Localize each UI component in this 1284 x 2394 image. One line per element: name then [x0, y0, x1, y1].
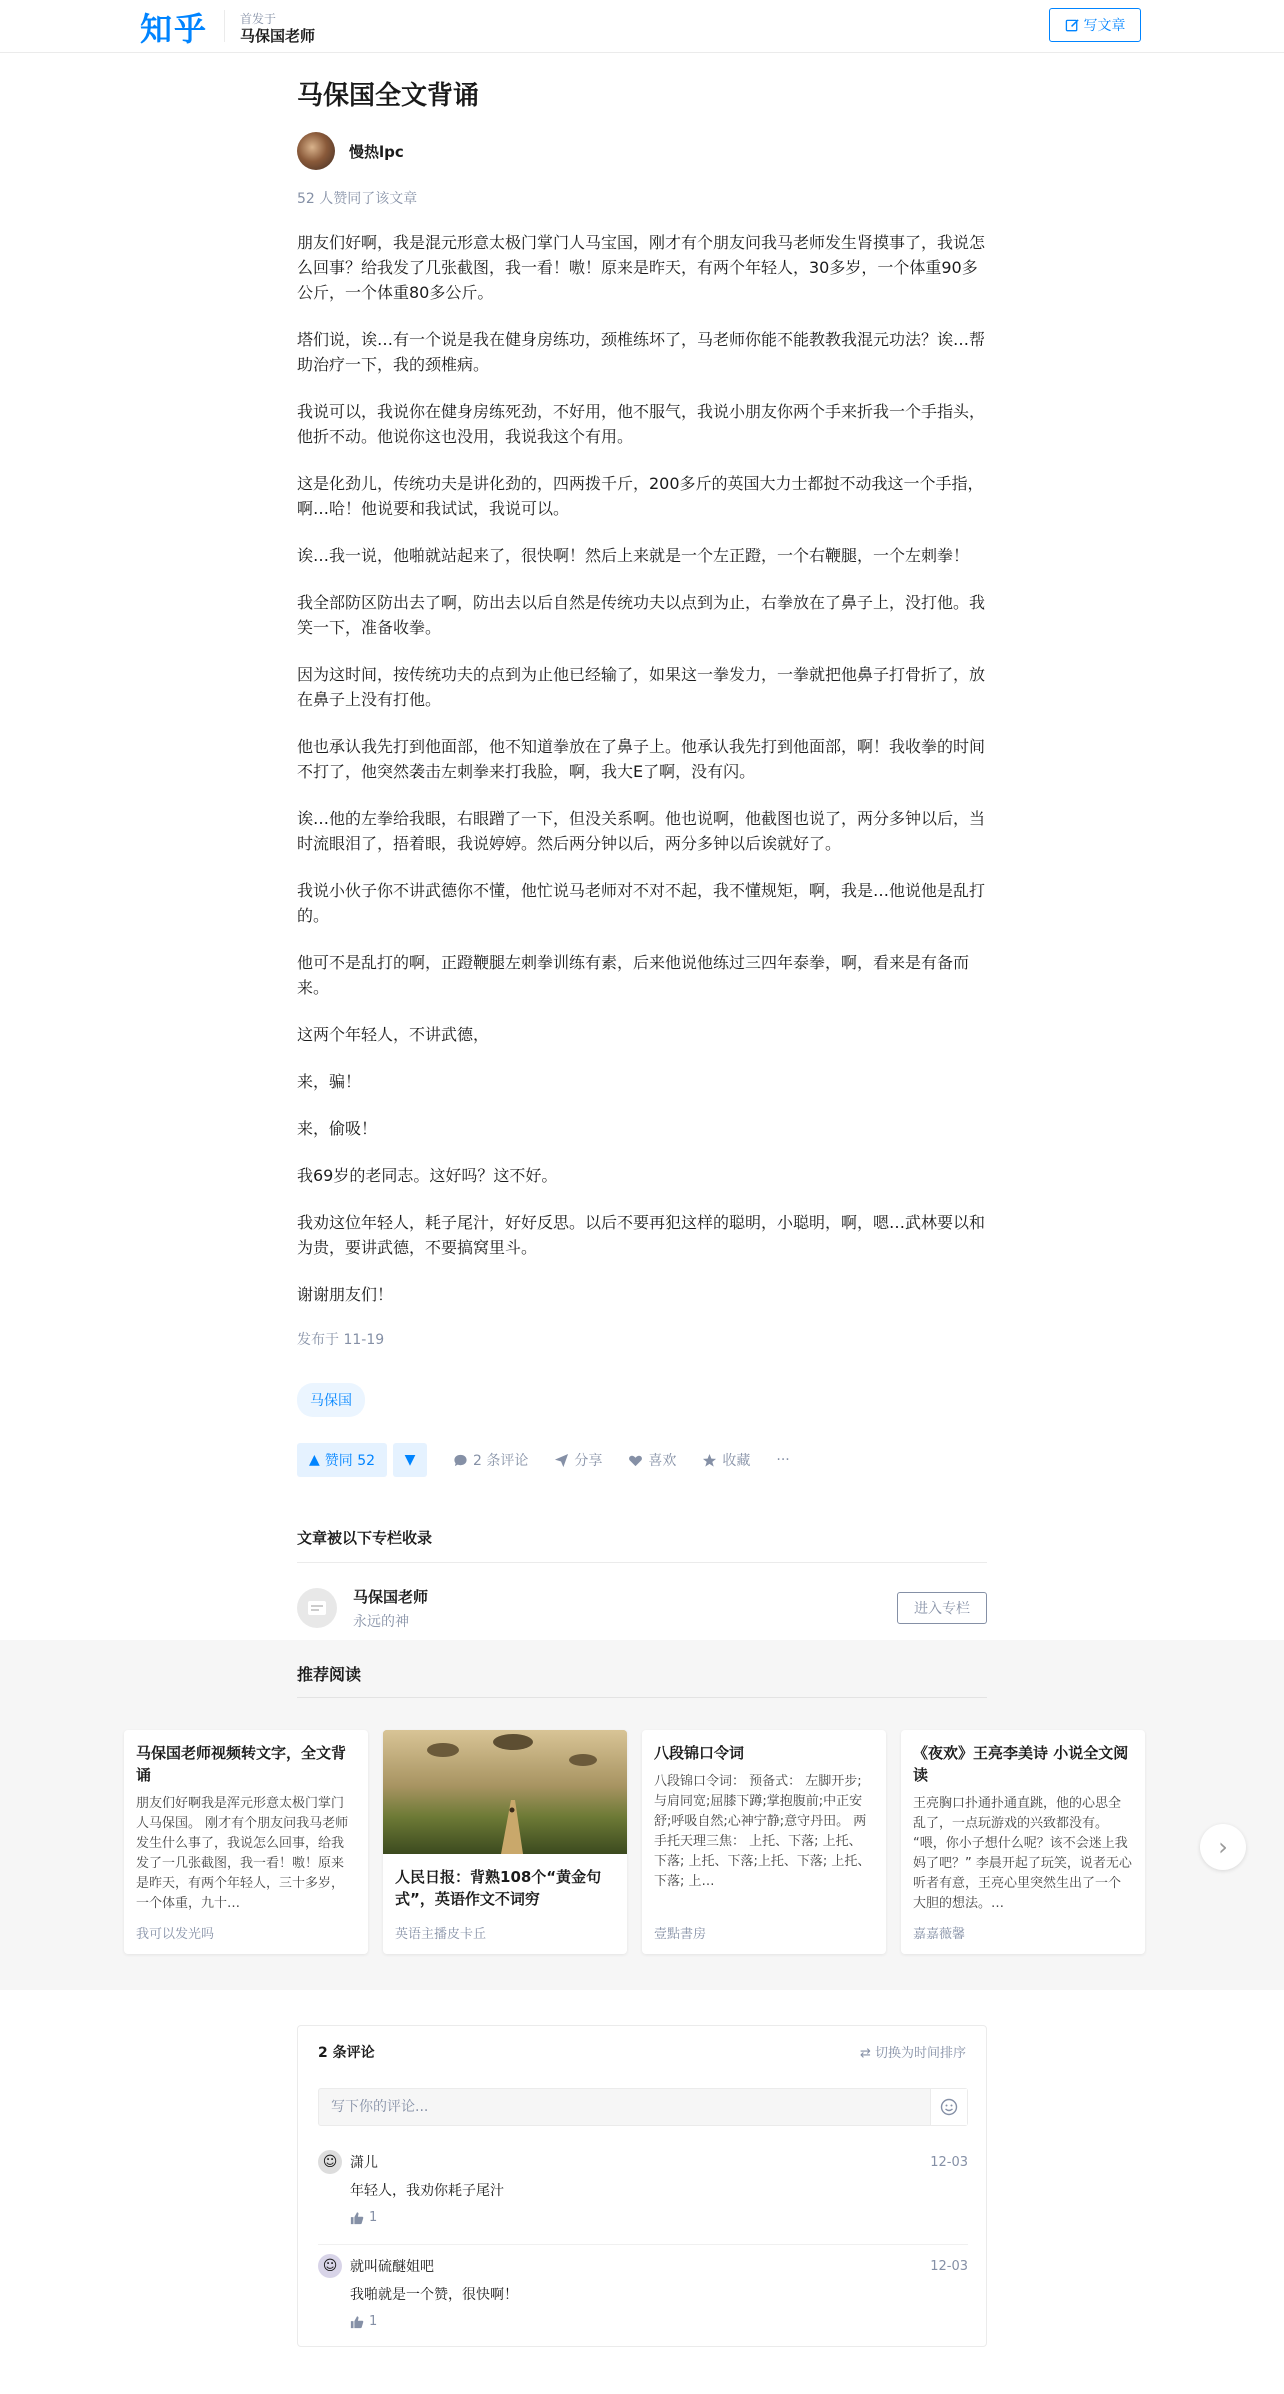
action-bar [297, 1443, 987, 1477]
card-author: 英语主播皮卡丘 [395, 1927, 487, 1942]
comment-like-button[interactable] [350, 2314, 968, 2329]
heart-icon [628, 1453, 643, 1468]
comment-like-count: 1 [369, 2210, 378, 2225]
card-cover-image [383, 1730, 627, 1854]
comment-time: 12-03 [930, 2258, 968, 2274]
included-in-columns-title: 文章被以下专栏收录 [297, 1527, 987, 1563]
column-avatar[interactable] [297, 1588, 337, 1628]
commenter-name[interactable]: 潇儿 [350, 2155, 378, 2171]
paragraph: 我69岁的老同志。这好吗？这不好。 [297, 1166, 558, 1185]
comments-count: 2 条评论 [318, 2045, 375, 2061]
enter-column-button[interactable]: 进入专栏 [897, 1592, 987, 1624]
share-icon [554, 1453, 569, 1468]
comment-like-count: 1 [369, 2314, 378, 2329]
author-name[interactable]: 慢热lpc [349, 142, 404, 161]
paragraph: 来，骗！ [297, 1072, 362, 1091]
top-header [0, 0, 1284, 53]
voters-count[interactable]: 52 人赞同了该文章 [297, 191, 418, 207]
like-button[interactable] [628, 1450, 676, 1470]
card-excerpt: 王亮胸口扑通扑通直跳，他的心思全乱了，一点玩游戏的兴致都没有。 “喂，你小子想什么呢？该不会迷上我妈了吧？” 李晨开起了玩笑，说者无心听者有意，王亮心里突然生出了一个大胆的想法。… [913, 1796, 1132, 1911]
article-title: 马保国全文背诵 [297, 81, 480, 111]
article-body [297, 230, 987, 1307]
comments-button[interactable] [453, 1450, 528, 1470]
comment-like-button[interactable] [350, 2210, 968, 2225]
card-excerpt: 朋友们好啊我是浑元形意太极门掌门人马保国。 刚才有个朋友问我马老师发生什么事了，我说怎么回事，给我发了一几张截图，我一看！嗷！原来是昨天，有两个年轻人，三十多岁，一个体重，九十… [136, 1796, 349, 1911]
column-item [297, 1587, 987, 1629]
paragraph: 塔们说，诶…有一个说是我在健身房练功，颈椎练坏了，马老师你能不能教教我混元功法？诶…帮助治疗一下，我的颈椎病。 [297, 330, 986, 374]
card-title: 马保国老师视频转文字，全文背诵 [136, 1744, 347, 1784]
card-title: 人民日报：背熟108个“黄金句式”，英语作文不词穷 [395, 1868, 602, 1908]
card-author: 我可以发光吗 [136, 1927, 215, 1942]
triangle-down-icon: ▼ [404, 1452, 416, 1468]
author-avatar[interactable] [297, 132, 335, 170]
zhihu-logo[interactable]: 知乎 [140, 10, 209, 48]
star-icon [702, 1453, 717, 1468]
comment-text: 我啪就是一个赞，很快啊！ [350, 2287, 518, 2303]
paragraph: 我劝这位年轻人，耗子尾汁，好好反思。以后不要再犯这样的聪明，小聪明，啊，嗯…武林要以和为贵，要讲武德，不要搞窝里斗。 [297, 1213, 986, 1257]
author-row [297, 132, 987, 170]
recommend-card[interactable] [383, 1730, 627, 1954]
recommend-card[interactable] [124, 1730, 368, 1954]
sort-switch-label: 切换为时间排序 [874, 2046, 966, 2061]
emoji-icon [940, 2098, 958, 2116]
vote-down-button[interactable] [393, 1443, 427, 1477]
vote-up-label: 赞同 52 [324, 1453, 376, 1469]
commenter-name[interactable]: 就叫硫醚姐吧 [350, 2259, 434, 2275]
recommended-reading [0, 1640, 1284, 1990]
comments-label: 2 条评论 [473, 1453, 529, 1469]
first-published-label: 首发于 [240, 12, 277, 26]
share-button[interactable] [554, 1450, 602, 1470]
paragraph: 这两个年轻人，不讲武德， [297, 1025, 490, 1044]
paragraph: 因为这时间，按传统功夫的点到为止他已经输了，如果这一拳发力，一拳就把他鼻子打骨折了，放在鼻子上没有打他。 [297, 665, 986, 709]
paragraph: 他可不是乱打的啊，正蹬鞭腿左刺拳训练有素，后来他说他练过三四年泰拳，啊，看来是有备而来。 [297, 953, 970, 997]
commenter-avatar[interactable]: ☺ [318, 2150, 342, 2174]
card-author: 嘉嘉薇馨 [913, 1927, 966, 1942]
vote-up-button[interactable] [297, 1443, 387, 1477]
header-column-link[interactable]: 马保国老师 [240, 27, 316, 45]
share-label: 分享 [574, 1453, 603, 1469]
publish-time: 发布于 11-19 [297, 1332, 385, 1348]
card-excerpt: 八段锦口令词： 预备式： 左脚开步;与肩同宽;屈膝下蹲;掌抱腹前;中正安舒;呼吸自然;心神宁静;意守丹田。 两手托天理三焦： 上托、下落; 上托、下落; 上托、下落;上托、下落; 上托、下落; 上… [654, 1774, 871, 1889]
thumbs-up-icon [350, 2211, 364, 2225]
more-button[interactable]: ··· [776, 1452, 790, 1468]
column-name[interactable]: 马保国老师 [353, 1587, 429, 1606]
comment-divider [318, 2244, 968, 2245]
comment-time: 12-03 [930, 2154, 968, 2170]
swap-icon: ⇄ [859, 2046, 871, 2061]
comment-icon [453, 1453, 468, 1468]
comment-input[interactable] [319, 2089, 930, 2125]
card-author: 壹點書房 [654, 1927, 707, 1942]
next-carousel-button[interactable] [1200, 1824, 1246, 1870]
card-title: 《夜欢》王亮李美诗 小说全文阅读 [913, 1744, 1129, 1784]
write-article-label: 写文章 [1083, 18, 1126, 34]
commenter-avatar[interactable]: ☺ [318, 2254, 342, 2278]
paragraph: 谢谢朋友们！ [297, 1285, 394, 1304]
sort-switch-button[interactable] [860, 2042, 966, 2061]
recommend-card[interactable] [901, 1730, 1145, 1954]
column-desc: 永远的神 [353, 1613, 409, 1630]
paragraph: 他也承认我先打到他面部，他不知道拳放在了鼻子上。他承认我先打到他面部，啊！我收拳的时间不打了，他突然袭击左刺拳来打我脸，啊，我大E了啊，没有闪。 [297, 737, 986, 781]
column-icon [307, 1599, 327, 1617]
comment-input-box [318, 2088, 968, 2126]
emoji-button[interactable] [930, 2089, 967, 2125]
paragraph: 诶…我一说，他啪就站起来了，很快啊！然后上来就是一个左正蹬，一个右鞭腿，一个左刺拳！ [297, 546, 970, 565]
write-article-button[interactable] [1049, 8, 1141, 42]
topic-tag[interactable]: 马保国 [297, 1383, 365, 1417]
comment-item [318, 2150, 968, 2225]
paragraph: 我说小伙子你不讲武德你不懂，他忙说马老师对不对不起，我不懂规矩，啊，我是…他说他是乱打的。 [297, 881, 986, 925]
thumbs-up-icon [350, 2315, 364, 2329]
card-title: 八段锦口令词 [654, 1744, 745, 1762]
article [297, 70, 987, 1629]
comment-item [318, 2254, 968, 2329]
comments-panel [297, 2025, 987, 2347]
paragraph: 来，偷吸！ [297, 1119, 378, 1138]
paragraph: 这是化劲儿，传统功夫是讲化劲的，四两拨千斤，200多斤的英国大力士都挝不动我这一个手指，啊…哈！他说要和我试试，我说可以。 [297, 474, 984, 518]
collect-label: 收藏 [722, 1453, 751, 1469]
column-info [353, 1586, 897, 1631]
paragraph: 我全部防区防出去了啊，防出去以后自然是传统功夫以点到为止，右拳放在了鼻子上，没打他。我笑一下，准备收拳。 [297, 593, 986, 637]
comment-text: 年轻人，我劝你耗子尾汁 [350, 2183, 504, 2199]
paragraph: 我说可以，我说你在健身房练死劲，不好用，他不服气，我说小朋友你两个手来折我一个手指头，他折不动。他说你这也没用，我说我这个有用。 [297, 402, 986, 446]
header-divider [224, 10, 225, 42]
triangle-up-icon: ▲ [309, 1452, 320, 1468]
paragraph: 朋友们好啊，我是混元形意太极门掌门人马宝国，刚才有个朋友问我马老师发生肾摸事了，我说怎么回事？给我发了几张截图，我一看！嗷！原来是昨天，有两个年轻人，30多岁，一个体重90多公斤，一个体重80多公斤。 [297, 233, 986, 302]
recommend-card[interactable] [642, 1730, 886, 1954]
paragraph: 诶…他的左拳给我眼，右眼蹭了一下，但没关系啊。他也说啊，他截图也说了，两分多钟以后，当时流眼泪了，捂着眼，我说婷婷。然后两分钟以后，两分多钟以后诶就好了。 [297, 809, 986, 853]
edit-icon [1065, 18, 1080, 33]
like-label: 喜欢 [648, 1453, 677, 1469]
chevron-right-icon: › [1218, 1833, 1228, 1861]
collect-button[interactable] [702, 1450, 750, 1470]
recommended-title: 推荐阅读 [297, 1662, 987, 1698]
